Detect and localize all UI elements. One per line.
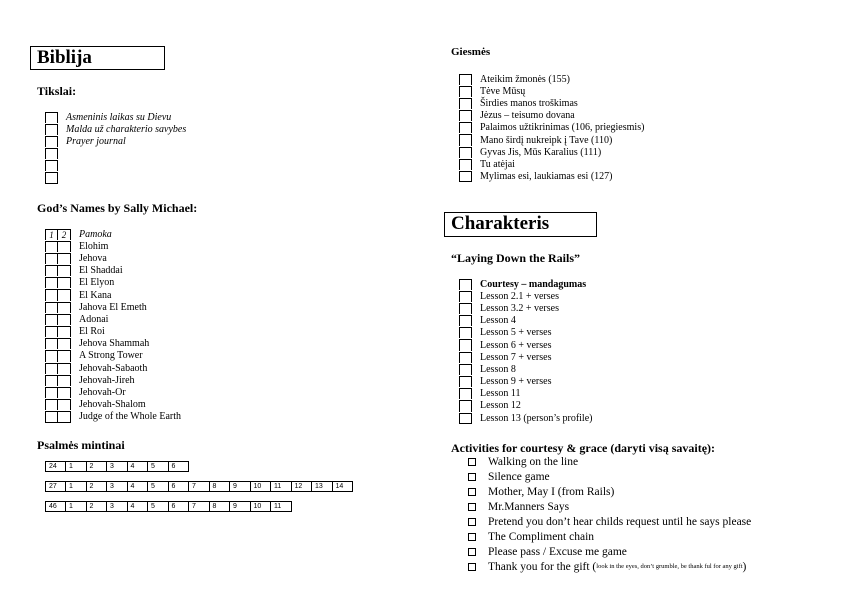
verse-cell[interactable]: 9 xyxy=(230,481,251,492)
song-row xyxy=(459,171,644,183)
checkbox[interactable] xyxy=(468,458,476,466)
name-label: El Elyon xyxy=(79,277,115,289)
verse-cell[interactable]: 3 xyxy=(107,461,128,472)
checkbox[interactable] xyxy=(45,302,58,313)
verse-cell[interactable]: 2 xyxy=(87,501,108,512)
song-label: Jėzus – teisumo dovana xyxy=(480,110,575,122)
verse-cell[interactable]: 10 xyxy=(251,481,272,492)
checkbox[interactable] xyxy=(459,134,472,145)
lesson-col-2: 2 xyxy=(58,229,71,240)
song-row xyxy=(459,146,644,158)
lesson-row xyxy=(459,315,592,327)
activity-label: Pretend you don’t hear childs request until he says please xyxy=(488,515,752,528)
name-row xyxy=(45,411,181,423)
lesson-header: Pamoka xyxy=(79,228,112,240)
name-row xyxy=(45,374,181,386)
name-label: Jehova Shammah xyxy=(79,338,150,350)
activity-row xyxy=(468,454,751,469)
checkbox[interactable] xyxy=(45,277,58,288)
checkbox[interactable] xyxy=(45,124,58,135)
verse-cell[interactable]: 2 xyxy=(87,481,108,492)
name-label: Jehovah-Shalom xyxy=(79,399,146,411)
goal-label: Malda už charakterio savybes xyxy=(66,123,187,135)
verse-cell[interactable]: 4 xyxy=(128,481,149,492)
name-row xyxy=(45,338,181,350)
song-row xyxy=(459,134,644,146)
verse-cell[interactable]: 2 xyxy=(87,461,108,472)
checkbox[interactable] xyxy=(58,277,71,288)
checkbox[interactable] xyxy=(58,314,71,325)
activity-label: Please pass / Excuse me game xyxy=(488,545,627,558)
verse-cell[interactable]: 7 xyxy=(189,501,210,512)
activity-label: Mother, May I (from Rails) xyxy=(488,485,615,498)
checkbox[interactable] xyxy=(468,518,476,526)
checkbox[interactable] xyxy=(58,326,71,337)
song-label: Ateikim žmonės (155) xyxy=(480,73,570,85)
song-row xyxy=(459,97,644,109)
activities-list xyxy=(468,454,751,574)
songs-list xyxy=(459,73,644,183)
checkbox[interactable] xyxy=(45,375,58,386)
verse-cell[interactable]: 3 xyxy=(107,501,128,512)
name-label: Elohim xyxy=(79,240,109,252)
name-label: Jahova El Emeth xyxy=(79,301,147,313)
checkbox[interactable] xyxy=(459,122,472,133)
lesson-label: Lesson 9 + verses xyxy=(480,376,552,388)
checkbox[interactable] xyxy=(459,171,472,182)
checkbox[interactable] xyxy=(459,376,472,387)
activity-row xyxy=(468,499,751,514)
checkbox[interactable] xyxy=(459,413,472,424)
checkbox[interactable] xyxy=(459,110,472,121)
lesson-label: Lesson 8 xyxy=(480,363,516,375)
checkbox[interactable] xyxy=(45,160,58,171)
checkbox[interactable] xyxy=(45,172,58,183)
psalms-heading: Psalmės mintinai xyxy=(37,438,125,452)
lesson-row xyxy=(459,327,592,339)
song-label: Mylimas esi, laukiamas esi (127) xyxy=(480,171,613,183)
name-row xyxy=(45,289,181,301)
verse-cell[interactable]: 5 xyxy=(148,481,169,492)
name-row xyxy=(45,252,181,264)
verse-cell[interactable]: 8 xyxy=(210,501,231,512)
name-label: A Strong Tower xyxy=(79,350,143,362)
goal-label: Prayer journal xyxy=(66,135,126,147)
lesson-row xyxy=(459,412,592,424)
checkbox[interactable] xyxy=(459,159,472,170)
goal-row xyxy=(45,135,186,147)
verse-cell[interactable]: 13 xyxy=(312,481,333,492)
verse-cell[interactable]: 9 xyxy=(230,501,251,512)
lesson-row xyxy=(459,388,592,400)
checkbox[interactable] xyxy=(468,488,476,496)
verse-cell[interactable]: 10 xyxy=(251,501,272,512)
gods-names-heading: God’s Names by Sally Michael: xyxy=(37,201,198,215)
checkbox[interactable] xyxy=(459,339,472,350)
checkbox[interactable] xyxy=(459,98,472,109)
activity-label: Silence game xyxy=(488,470,550,483)
checkbox[interactable] xyxy=(45,112,58,123)
activity-label: Thank you for the gift ( xyxy=(488,560,597,573)
checkbox[interactable] xyxy=(58,387,71,398)
name-label: Jehovah-Sabaoth xyxy=(79,362,148,374)
lesson-label: Lesson 4 xyxy=(480,315,516,327)
verse-cell[interactable]: 4 xyxy=(128,501,149,512)
song-row xyxy=(459,110,644,122)
song-label: Palaimos užtikrinimas (106, priegiesmis) xyxy=(480,122,645,134)
psalm-number: 46 xyxy=(45,501,66,512)
lesson-label: Lesson 12 xyxy=(480,400,521,412)
goal-row xyxy=(45,111,186,123)
psalm-row xyxy=(45,461,189,472)
psalm-number: 27 xyxy=(45,481,66,492)
lesson-label: Lesson 13 (person’s profile) xyxy=(480,412,593,424)
checkbox[interactable] xyxy=(45,387,58,398)
courtesy-row xyxy=(459,278,592,290)
checkbox[interactable] xyxy=(45,265,58,276)
courtesy-label: Courtesy – mandagumas xyxy=(480,278,587,290)
checkbox[interactable] xyxy=(45,326,58,337)
names-header-row xyxy=(45,228,181,240)
activities-heading: Activities for courtesy & grace (daryti visą savaitę): xyxy=(451,441,716,455)
activity-row xyxy=(468,469,751,484)
name-label: El Kana xyxy=(79,289,112,301)
checkbox[interactable] xyxy=(45,399,58,410)
name-row xyxy=(45,362,181,374)
checkbox[interactable] xyxy=(468,563,476,571)
verse-cell[interactable]: 1 xyxy=(66,481,87,492)
verse-cell[interactable]: 1 xyxy=(66,461,87,472)
goal-row xyxy=(45,123,186,135)
song-row xyxy=(459,158,644,170)
charakteris-title: Charakteris xyxy=(444,212,597,237)
verse-cell[interactable]: 11 xyxy=(271,481,292,492)
lesson-row xyxy=(459,302,592,314)
checkbox[interactable] xyxy=(45,148,58,159)
name-label: Jehovah-Or xyxy=(79,387,126,399)
name-label: Judge of the Whole Earth xyxy=(79,411,182,423)
activity-row xyxy=(468,559,751,574)
psalm-row xyxy=(45,501,292,512)
name-row xyxy=(45,313,181,325)
name-row xyxy=(45,386,181,398)
verse-cell[interactable]: 6 xyxy=(169,501,190,512)
lesson-label: Lesson 6 + verses xyxy=(480,339,552,351)
name-label: Jehova xyxy=(79,252,107,264)
checkbox[interactable] xyxy=(468,503,476,511)
verse-cell[interactable]: 7 xyxy=(189,481,210,492)
name-row xyxy=(45,350,181,362)
name-row xyxy=(45,399,181,411)
lesson-row xyxy=(459,339,592,351)
activity-label: Mr.Manners Says xyxy=(488,500,570,513)
psalm-row xyxy=(45,481,353,492)
activity-label: The Compliment chain xyxy=(488,530,595,543)
goal-label: Asmeninis laikas su Dievu xyxy=(66,111,172,123)
song-label: Mano širdį nukreipk į Tave (110) xyxy=(480,134,613,146)
song-row xyxy=(459,85,644,97)
song-label: Širdies manos troškimas xyxy=(480,97,578,109)
goal-row xyxy=(45,160,186,172)
verse-cell[interactable]: 12 xyxy=(292,481,313,492)
goals-heading: Tikslai: xyxy=(37,84,77,98)
rails-heading: “Laying Down the Rails” xyxy=(451,251,581,265)
activity-row xyxy=(468,484,751,499)
activity-row xyxy=(468,514,751,529)
name-row xyxy=(45,277,181,289)
name-label: Adonai xyxy=(79,313,109,325)
lesson-row xyxy=(459,363,592,375)
activity-row xyxy=(468,544,751,559)
checkbox[interactable] xyxy=(45,411,58,422)
song-row xyxy=(459,122,644,134)
activity-row xyxy=(468,529,751,544)
checkbox[interactable] xyxy=(459,147,472,158)
song-row xyxy=(459,73,644,85)
checkbox[interactable] xyxy=(45,350,58,361)
checkbox[interactable] xyxy=(58,399,71,410)
checkbox[interactable] xyxy=(45,136,58,147)
checkbox[interactable] xyxy=(459,364,472,375)
checkbox[interactable] xyxy=(459,279,472,290)
verse-cell[interactable]: 6 xyxy=(169,481,190,492)
lesson-label: Lesson 3.2 + verses xyxy=(480,302,559,314)
checkbox[interactable] xyxy=(459,388,472,399)
gods-names-list xyxy=(45,228,181,423)
verse-cell[interactable]: 3 xyxy=(107,481,128,492)
lessons-list xyxy=(459,278,592,424)
song-label: Tu atėjai xyxy=(480,158,515,170)
checkbox[interactable] xyxy=(45,338,58,349)
lesson-row xyxy=(459,400,592,412)
song-label: Tėve Mūsų xyxy=(480,85,526,97)
checkbox[interactable] xyxy=(45,363,58,374)
name-row xyxy=(45,326,181,338)
name-row xyxy=(45,240,181,252)
checkbox[interactable] xyxy=(45,289,58,300)
lesson-row xyxy=(459,290,592,302)
checkbox[interactable] xyxy=(58,375,71,386)
checkbox[interactable] xyxy=(459,400,472,411)
checkbox[interactable] xyxy=(468,473,476,481)
checkbox[interactable] xyxy=(459,74,472,85)
checkbox[interactable] xyxy=(45,241,58,252)
verse-cell[interactable]: 5 xyxy=(148,501,169,512)
verse-cell[interactable]: 6 xyxy=(169,461,190,472)
activity-label-end: ) xyxy=(742,560,747,573)
activity-note: look in the eyes, don’t grumble, be thank ful for any gift xyxy=(596,563,743,570)
checkbox[interactable] xyxy=(58,350,71,361)
checkbox[interactable] xyxy=(45,314,58,325)
lesson-label: Lesson 11 xyxy=(480,388,521,400)
goals-list xyxy=(45,111,186,184)
name-label: El Roi xyxy=(79,326,105,338)
checkbox[interactable] xyxy=(58,253,71,264)
psalm-number: 24 xyxy=(45,461,66,472)
goal-row xyxy=(45,172,186,184)
verse-cell[interactable]: 8 xyxy=(210,481,231,492)
checkbox[interactable] xyxy=(58,241,71,252)
activity-label: Walking on the line xyxy=(488,455,579,468)
verse-cell[interactable]: 14 xyxy=(333,481,354,492)
lesson-label: Lesson 2.1 + verses xyxy=(480,290,559,302)
name-label: El Shaddai xyxy=(79,265,123,277)
checkbox[interactable] xyxy=(58,302,71,313)
name-label: Jehovah-Jireh xyxy=(79,374,135,386)
checkbox[interactable] xyxy=(459,315,472,326)
checkbox[interactable] xyxy=(58,338,71,349)
checkbox[interactable] xyxy=(468,548,476,556)
checkbox[interactable] xyxy=(468,533,476,541)
giesmes-heading: Giesmės xyxy=(451,46,491,58)
checkbox[interactable] xyxy=(45,253,58,264)
checkbox[interactable] xyxy=(58,363,71,374)
checkbox[interactable] xyxy=(58,289,71,300)
checkbox[interactable] xyxy=(459,291,472,302)
verse-cell[interactable]: 1 xyxy=(66,501,87,512)
verse-cell[interactable]: 5 xyxy=(148,461,169,472)
lesson-row xyxy=(459,351,592,363)
checkbox[interactable] xyxy=(459,352,472,363)
lesson-label: Lesson 7 + verses xyxy=(480,351,552,363)
lesson-label: Lesson 5 + verses xyxy=(480,327,552,339)
name-row xyxy=(45,301,181,313)
lesson-col-1: 1 xyxy=(45,229,58,240)
lesson-row xyxy=(459,376,592,388)
name-row xyxy=(45,265,181,277)
verse-cell[interactable]: 4 xyxy=(128,461,149,472)
checkbox[interactable] xyxy=(459,86,472,97)
checkbox[interactable] xyxy=(58,265,71,276)
checkbox[interactable] xyxy=(459,303,472,314)
goal-row xyxy=(45,148,186,160)
checkbox[interactable] xyxy=(459,327,472,338)
song-label: Gyvas Jis, Mūs Karalius (111) xyxy=(480,146,602,158)
verse-cell[interactable]: 11 xyxy=(271,501,292,512)
checkbox[interactable] xyxy=(58,411,71,422)
biblija-title: Biblija xyxy=(30,46,165,70)
